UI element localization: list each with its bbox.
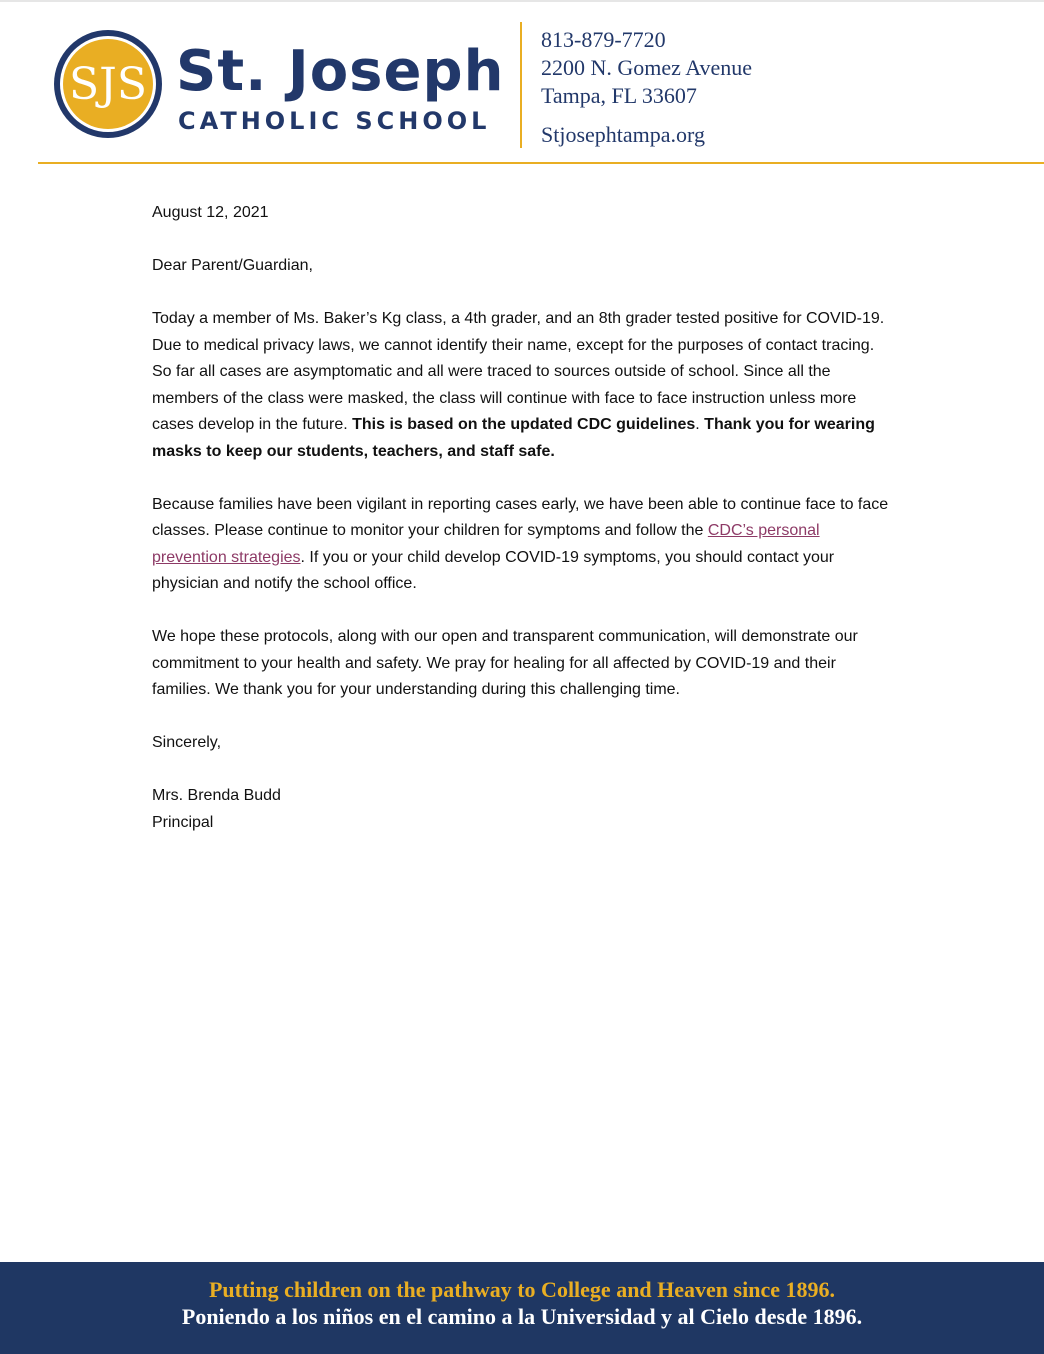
top-border (0, 0, 1044, 2)
sjs-monogram-icon (52, 28, 164, 140)
school-website-link[interactable]: Stjosephtampa.org (541, 122, 705, 147)
school-subtitle: CATHOLIC SCHOOL (178, 107, 491, 135)
footer-motto-spanish: Poniendo a los niños en el camino a la Universidad y al Cielo desde 1896. (181, 1304, 863, 1329)
paragraph-1-bold-thanks: Thank you for wearing masks to keep our students, teachers, and staff safe. (152, 416, 875, 460)
cdc-prevention-link[interactable]: CDC’s personal prevention strategies (152, 522, 820, 566)
footer-banner (0, 1262, 1044, 1354)
school-name: St. Joseph (176, 39, 505, 104)
paragraph-2 (152, 492, 897, 598)
paragraph-1-separator: . (695, 416, 705, 433)
school-logo (52, 28, 164, 140)
paragraph-1-bold-guidelines: This is based on the updated CDC guidelines (352, 416, 696, 433)
letter-closing: Sincerely, (152, 734, 222, 751)
signer-name: Mrs. Brenda Budd (152, 787, 281, 804)
paragraph-2-text-before: Because families have been vigilant in reporting cases early, we have been able to continue face to face classes. Please continue to monitor your children for symptoms and follow the (152, 495, 889, 539)
logo-monogram-text: SJS (69, 59, 147, 110)
letterhead (0, 0, 1044, 166)
letter-salutation: Dear Parent/Guardian, (152, 257, 313, 274)
paragraph-1 (152, 306, 897, 465)
paragraph-3: We hope these protocols, along with our open and transparent communication, will demonstrate our commitment to your health and safety. We pray for healing for all affected by COVID-19 and their families. We thank you for your understanding during this challenging time. (152, 628, 858, 698)
footer-motto-english: Putting children on the pathway to College and Heaven since 1896. (208, 1277, 835, 1302)
school-address-line1: 2200 N. Gomez Avenue (541, 55, 752, 80)
letter-date: August 12, 2021 (152, 204, 269, 221)
paragraph-1-text: Today a member of Ms. Baker’s Kg class, a 4th grader, and an 8th grader tested positive for COVID-19. Due to medical privacy laws, we cannot identify their name, except for the purposes of contact tracing. So far all cases are asymptomatic and all were traced to sources outside of school. Since all the members of the class were masked, the class will continue with face to face instruction unless more cases develop in the future. (152, 310, 885, 433)
header-rule (38, 162, 1044, 164)
school-phone: 813-879-7720 (541, 27, 666, 52)
school-address-line2: Tampa, FL 33607 (541, 83, 697, 108)
header-divider (520, 22, 522, 148)
letter-body (152, 200, 897, 836)
paragraph-2-text-after: . If you or your child develop COVID-19 symptoms, you should contact your physician and notify the school office. (152, 548, 835, 592)
signer-title: Principal (152, 813, 214, 831)
